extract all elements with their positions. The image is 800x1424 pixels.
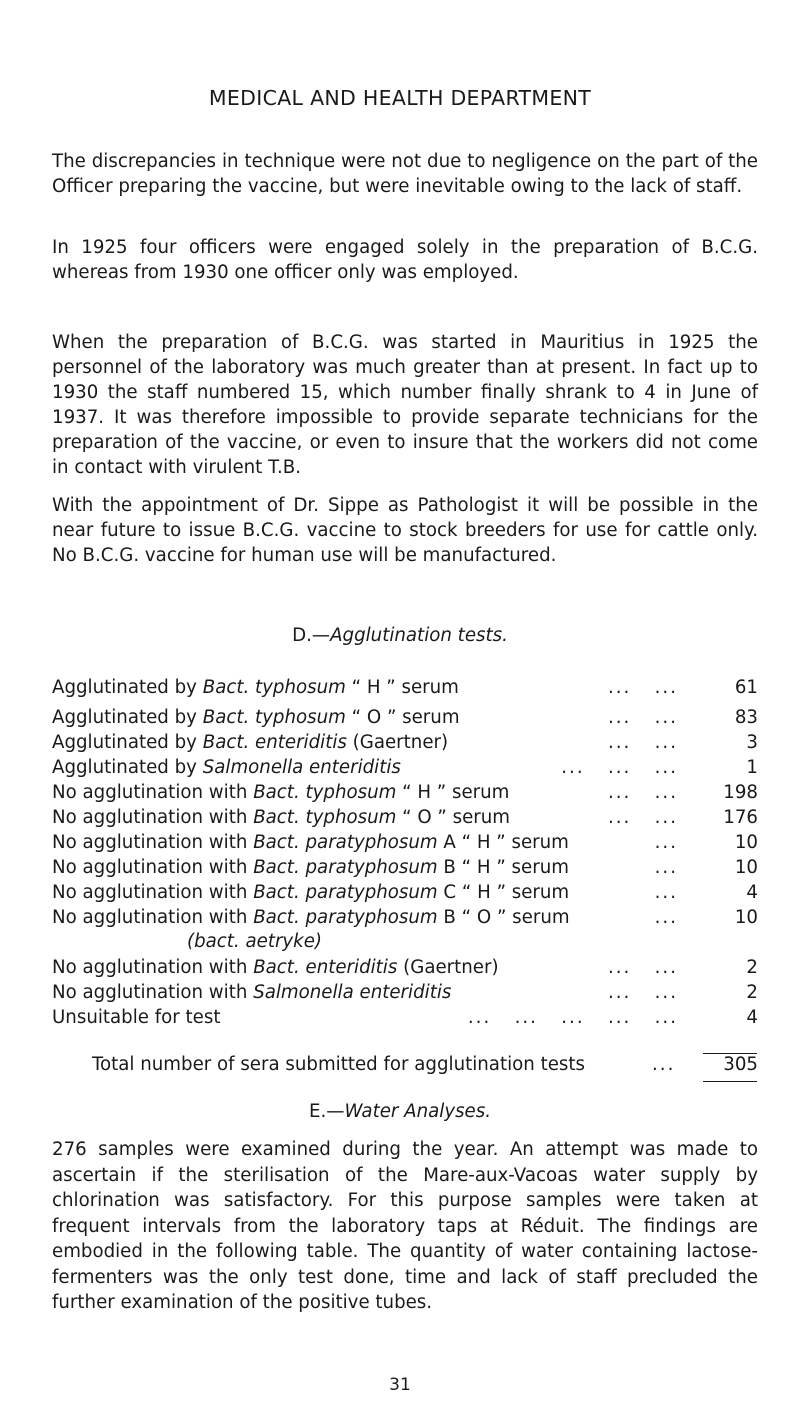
row-label-suffix: “ H ” serum <box>345 677 459 698</box>
row-value: 176 <box>723 807 758 828</box>
row-label-prefix: No agglutination with <box>52 782 254 803</box>
paragraph-water-analyses: 276 samples were examined during the year. An attempt was made to ascertain if the sterilisation of the Mare-aux-Vacoas water supply by chlorination was satisfactory. For this purpose samples were taken at frequent intervals from the laboratory taps at Réduit. The findings are embodied in the following table. The quantity of water containing lactose-fermenters was the only test done, time and lack of staff precluded the further examination of the positive tubes. <box>52 1139 758 1313</box>
row-value: 4 <box>746 1007 758 1028</box>
row-label-prefix: Unsuitable for test <box>52 1007 221 1028</box>
row-label-prefix: No agglutination with <box>52 982 254 1003</box>
row-label-prefix: No agglutination with <box>52 857 254 878</box>
row-sublabel: (bact. aetryke) <box>187 931 323 952</box>
row-organism: Bact. enteriditis <box>202 732 347 753</box>
row-value: 2 <box>746 982 758 1003</box>
total-value: 305 <box>723 1054 758 1075</box>
row-label-suffix: “ O ” serum <box>345 707 460 728</box>
paragraph-officers: In 1925 four officers were engaged solely in the preparation of B.C.G. whereas from 1930 one officer only was employed. <box>52 237 758 283</box>
paragraph-personnel: When the preparation of B.C.G. was started in Mauritius in 1925 the personnel of the laboratory was much greater than at present. In fact up to 1930 the staff numbered 15, which number finally shrank to 4 in June of 1937. It was therefore impossible to provide separate technicians for the preparation of the vaccine, or even to insure that the workers did not come in contact with virulent T.B. <box>52 332 758 478</box>
row-label-prefix: No agglutination with <box>52 907 254 928</box>
row-value: 10 <box>734 832 758 853</box>
row-label <box>52 780 509 806</box>
row-label <box>52 730 448 756</box>
row-organism: Bact. paratyphosum <box>253 857 438 878</box>
table-row <box>52 755 758 781</box>
paragraph-appointment: With the appointment of Dr. Sippe as Pathologist it will be possible in the near future to issue B.C.G. vaccine to stock breeders for use for cattle only. No B.C.G. vaccine for human use will be manufactured. <box>52 495 758 566</box>
row-label <box>52 755 401 781</box>
row-label-prefix: No agglutination with <box>52 832 254 853</box>
row-organism: Bact. typhosum <box>253 807 397 828</box>
leader-dots: ... <box>654 907 678 928</box>
section-title-text: Agglutination tests. <box>330 625 508 646</box>
leader-dots: ... ... <box>607 782 678 803</box>
row-label <box>52 955 499 981</box>
table-row <box>52 905 758 952</box>
table-row <box>52 730 758 756</box>
row-label-prefix: No agglutination with <box>52 957 254 978</box>
row-label <box>52 805 510 831</box>
row-label-suffix: A “ H ” serum <box>437 832 569 853</box>
section-prefix: E.— <box>308 1101 345 1122</box>
row-value: 61 <box>734 677 758 698</box>
leader-dots: ... ... <box>607 957 678 978</box>
total-rule-bottom <box>703 1081 757 1082</box>
leader-dots: ... <box>654 857 678 878</box>
leader-dots: ... ... <box>607 677 678 698</box>
row-label-prefix: No agglutination with <box>52 807 254 828</box>
section-prefix: D.— <box>292 625 331 646</box>
row-label-prefix: Agglutinated by <box>52 732 203 753</box>
table-row <box>52 955 758 981</box>
page-header: MEDICAL AND HEALTH DEPARTMENT <box>208 86 592 110</box>
leader-dots: ... <box>654 882 678 903</box>
row-label-suffix: C “ H ” serum <box>437 882 570 903</box>
total-leader-dots: ... <box>652 1054 676 1075</box>
section-title-agglutination <box>0 625 800 646</box>
row-value: 83 <box>734 707 758 728</box>
row-value: 10 <box>734 857 758 878</box>
leader-dots: ... ... <box>607 807 678 828</box>
row-label <box>52 905 570 931</box>
table-row <box>52 780 758 806</box>
row-label-suffix: “ H ” serum <box>396 782 510 803</box>
section-title-text: Water Analyses. <box>344 1101 492 1122</box>
section-title-water <box>0 1101 800 1122</box>
leader-dots: ... ... ... <box>561 757 678 778</box>
row-label-suffix: (Gaertner) <box>397 957 499 978</box>
row-label-prefix: Agglutinated by <box>52 757 203 778</box>
leader-dots: ... ... ... ... ... <box>467 1007 678 1028</box>
leader-dots: ... ... <box>607 707 678 728</box>
row-label-suffix: “ O ” serum <box>396 807 510 828</box>
leader-dots: ... ... <box>607 982 678 1003</box>
table-row <box>52 880 758 906</box>
row-organism: Bact. enteriditis <box>253 957 398 978</box>
row-organism: Salmonella enteriditis <box>253 982 452 1003</box>
leader-dots: ... ... <box>607 732 678 753</box>
table-row <box>52 980 758 1006</box>
table-row <box>52 805 758 831</box>
row-organism: Bact. typhosum <box>253 782 397 803</box>
row-label <box>52 880 569 906</box>
row-label-prefix: Agglutinated by <box>52 707 203 728</box>
total-row <box>92 1052 758 1078</box>
row-label <box>52 705 460 731</box>
row-value: 3 <box>746 732 758 753</box>
table-row <box>52 705 758 731</box>
row-label-prefix: No agglutination with <box>52 882 254 903</box>
table-row <box>52 675 758 701</box>
row-organism: Bact. paratyphosum <box>253 907 438 928</box>
row-label <box>52 830 569 856</box>
table-row <box>52 855 758 881</box>
total-label: Total number of sera submitted for agglutination tests <box>92 1054 585 1075</box>
row-label-suffix: B “ O ” serum <box>437 907 570 928</box>
row-organism: Bact. paratyphosum <box>253 832 438 853</box>
leader-dots: ... <box>654 832 678 853</box>
table-row <box>52 830 758 856</box>
row-value: 2 <box>746 957 758 978</box>
row-value: 10 <box>734 907 758 928</box>
row-value: 4 <box>746 882 758 903</box>
row-organism: Bact. paratyphosum <box>253 882 438 903</box>
row-value: 198 <box>723 782 758 803</box>
row-organism: Bact. typhosum <box>202 707 346 728</box>
row-label <box>52 675 459 701</box>
row-organism: Salmonella enteriditis <box>202 757 401 778</box>
row-label-suffix: (Gaertner) <box>346 732 449 753</box>
row-organism: Bact. typhosum <box>202 677 346 698</box>
row-value: 1 <box>746 757 758 778</box>
row-label-suffix: B “ H ” serum <box>437 857 569 878</box>
row-label-prefix: Agglutinated by <box>52 677 203 698</box>
row-label <box>52 855 569 881</box>
table-row <box>52 1005 758 1031</box>
paragraph-discrepancies: The discrepancies in technique were not due to negligence on the part of the Officer preparing the vaccine, but were inevitable owing to the lack of staff. <box>52 151 758 197</box>
page-number: 31 <box>389 1375 411 1395</box>
row-label <box>52 980 451 1006</box>
row-label <box>52 1005 220 1031</box>
